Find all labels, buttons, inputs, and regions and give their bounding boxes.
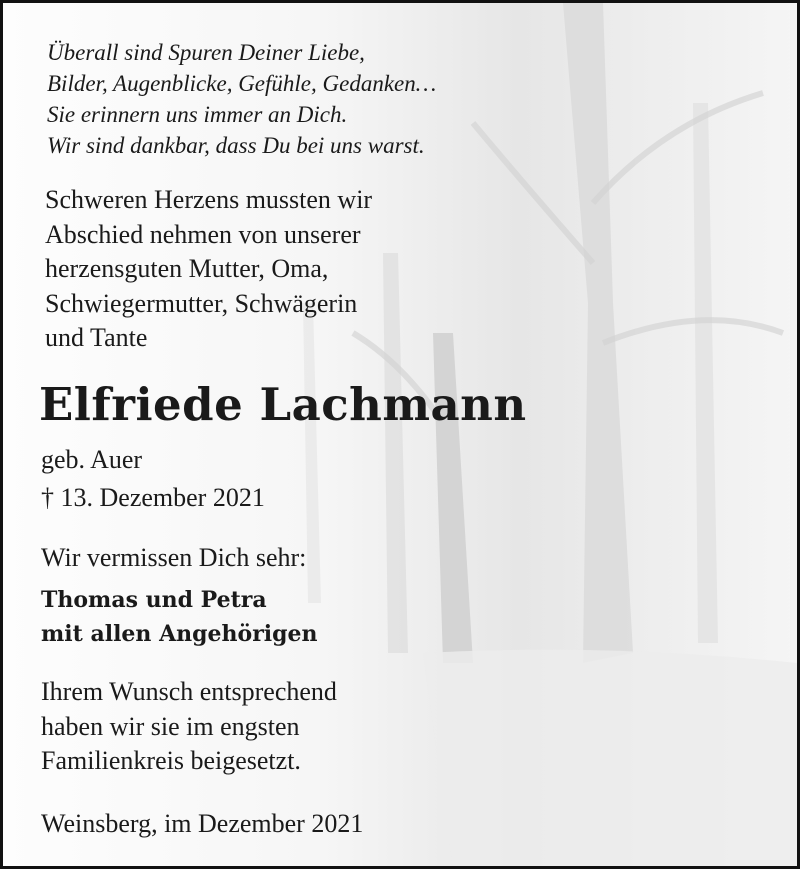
burial-note: [41, 675, 337, 779]
deceased-name: Elfriede Lachmann: [39, 378, 527, 431]
family-signature: [41, 583, 318, 651]
poem-line: Bilder, Augenblicke, Gefühle, Gedanken…: [47, 71, 437, 96]
burial-line: haben wir sie im engsten: [41, 711, 300, 741]
maiden-name: geb. Auer: [41, 445, 143, 474]
family-line: mit allen Angehörigen: [41, 621, 318, 647]
place-date: Weinsberg, im Dezember 2021: [41, 809, 364, 838]
poem-line: Wir sind dankbar, dass Du bei uns warst.: [47, 133, 425, 158]
poem-line: Überall sind Spuren Deiner Liebe,: [47, 40, 365, 65]
death-date: † 13. Dezember 2021: [41, 482, 265, 512]
burial-line: Familienkreis beigesetzt.: [41, 746, 301, 775]
missing-line: Wir vermissen Dich sehr:: [41, 543, 307, 572]
intro-line: und Tante: [45, 323, 148, 352]
poem-line: Sie erinnern uns immer an Dich.: [47, 102, 348, 127]
memorial-poem: [47, 37, 436, 161]
intro-text: [45, 183, 372, 356]
burial-line: Ihrem Wunsch entsprechend: [41, 677, 337, 706]
intro-line: Abschied nehmen von unserer: [45, 219, 361, 249]
deceased-details: [41, 443, 265, 515]
intro-line: Schweren Herzens mussten wir: [45, 185, 373, 214]
intro-line: herzensguten Mutter, Oma,: [45, 254, 329, 283]
intro-line: Schwiegermutter, Schwägerin: [45, 288, 358, 318]
family-line: Thomas und Petra: [41, 587, 267, 613]
